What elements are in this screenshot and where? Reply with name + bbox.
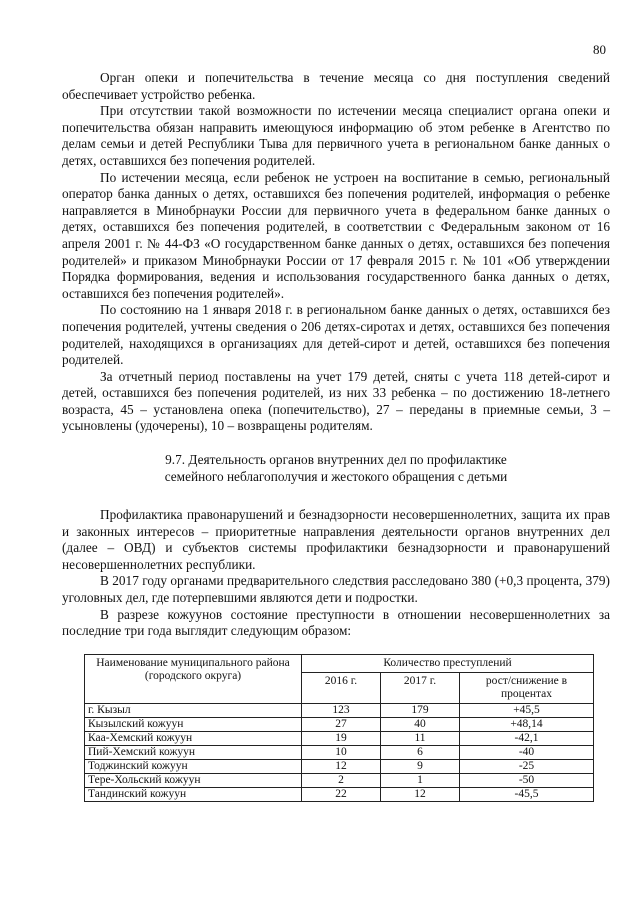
table-row <box>85 773 594 787</box>
table-header-row <box>85 654 594 672</box>
paragraph: За отчетный период поставлены на учет 179 детей, сняты с учета 118 детей-сирот и детей, оставшихся без попечения родителей, из них 33 ребенка – по достижению 18-летнего возраста, 45 – установлена опека (попечительство), 27 – переданы в приемные семьи, 3 – усыновлены (удочерены), 10 – возвращены родителям. <box>62 368 610 434</box>
paragraph: В 2017 году органами предварительного следствия расследовано 380 (+0,3 процента, 379) уголовных дел, где потерпевшими являются дети и подростки. <box>62 573 610 606</box>
cell-change: -45,5 <box>460 787 594 801</box>
cell-2016: 19 <box>302 731 381 745</box>
document-body <box>62 70 610 802</box>
cell-change: -50 <box>460 773 594 787</box>
cell-2017: 40 <box>381 717 460 731</box>
cell-change: -40 <box>460 745 594 759</box>
cell-district: Пий-Хемский кожуун <box>85 745 302 759</box>
table-row <box>85 731 594 745</box>
crime-statistics-table <box>84 654 594 802</box>
cell-district: Кызылский кожуун <box>85 717 302 731</box>
paragraph: По состоянию на 1 января 2018 г. в региональном банке данных о детях, оставшихся без попечения родителей, учтены сведения о 206 детях-сиротах и детях, оставшихся без попечения родителей, находящихся в организациях для детей-сирот и детей, оставшихся без попечения родителей. <box>62 302 610 368</box>
cell-2017: 6 <box>381 745 460 759</box>
paragraph: Орган опеки и попечительства в течение месяца со дня поступления сведений обеспечивает устройство ребенка. <box>62 70 610 102</box>
cell-change: +48,14 <box>460 717 594 731</box>
cell-2016: 27 <box>302 717 381 731</box>
table-row <box>85 745 594 759</box>
cell-2016: 12 <box>302 759 381 773</box>
cell-2017: 1 <box>381 773 460 787</box>
cell-change: -42,1 <box>460 731 594 745</box>
header-2016: 2016 г. <box>302 672 381 703</box>
header-change: рост/снижение в процентах <box>460 672 594 703</box>
cell-2016: 22 <box>302 787 381 801</box>
paragraph: В разрезе кожуунов состояние преступности в отношении несовершеннолетних за последние три года выглядит следующим образом: <box>62 606 610 639</box>
cell-change: +45,5 <box>460 703 594 717</box>
paragraph: При отсутствии такой возможности по истечении месяца специалист органа опеки и попечительства обязан направить имеющуюся информацию об этом ребенке в Агентство по делам семьи и детей Республики Тыва для первичного учета в региональном банке данных о детях, оставшихся без попечения родителей. <box>62 103 610 168</box>
header-crime-count: Количество преступлений <box>302 654 594 672</box>
table-body <box>85 703 594 801</box>
cell-2016: 10 <box>302 745 381 759</box>
cell-district: Каа-Хемский кожуун <box>85 731 302 745</box>
paragraph: По истечении месяца, если ребенок не устроен на воспитание в семью, региональный оператор банка данных о детях, оставшихся без попечения родителей, информация о ребенке направляется в Минобрнауки России для первичного учета в федеральном банке данных о детях, оставшихся без попечения родителей, в соответствии с Федеральным законом от 16 апреля 2001 г. № 44-ФЗ «О государственном банке данных о детях, оставшихся без попечения родителей» и приказом Минобрнауки России от 17 февраля 2015 г. № 101 «Об утверждении Порядка формирования, ведения и использования государственного банка данных о детях, оставшихся без попечения родителей». <box>62 169 610 301</box>
table-row <box>85 717 594 731</box>
cell-district: г. Кызыл <box>85 703 302 717</box>
cell-2017: 179 <box>381 703 460 717</box>
cell-2017: 9 <box>381 759 460 773</box>
paragraph: Профилактика правонарушений и безнадзорности несовершеннолетних, защита их прав и законных интересов – приоритетные направления деятельности органов внутренних дел (далее – ОВД) и субъектов системы профилактики безнадзорности и правонарушений несовершеннолетних республики. <box>62 507 610 572</box>
cell-district: Тоджинский кожуун <box>85 759 302 773</box>
section-heading <box>62 451 610 485</box>
cell-district: Тере-Хольский кожуун <box>85 773 302 787</box>
cell-district: Тандинский кожуун <box>85 787 302 801</box>
page-number: 80 <box>593 42 606 57</box>
header-district: Наименование муниципального района (городского округа) <box>85 654 302 703</box>
table-row <box>85 787 594 801</box>
cell-2017: 11 <box>381 731 460 745</box>
cell-change: -25 <box>460 759 594 773</box>
section-heading-line: семейного неблагополучия и жестокого обращения с детьми <box>164 469 508 485</box>
cell-2017: 12 <box>381 787 460 801</box>
cell-2016: 123 <box>302 703 381 717</box>
header-2017: 2017 г. <box>381 672 460 703</box>
section-heading-line: 9.7. Деятельность органов внутренних дел по профилактике <box>165 452 507 468</box>
cell-2016: 2 <box>302 773 381 787</box>
table-row <box>85 759 594 773</box>
table-row <box>85 703 594 717</box>
